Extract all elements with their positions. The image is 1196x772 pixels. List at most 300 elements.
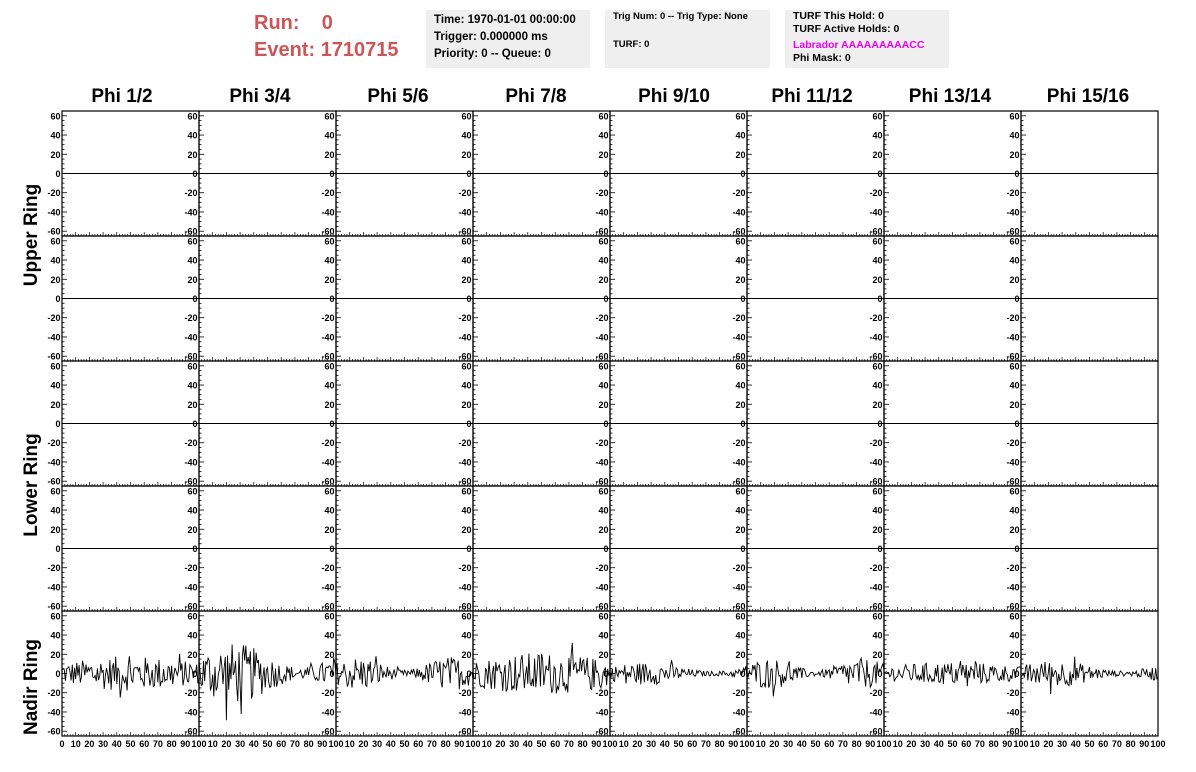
y-tick-label: -20 [184, 688, 198, 699]
y-tick-label: -40 [184, 582, 198, 593]
x-tick-label: 80 [166, 739, 177, 749]
y-tick-label: -20 [595, 563, 609, 574]
y-tick-label: 60 [50, 111, 61, 122]
y-tick-label: 20 [50, 399, 61, 410]
waveform-trace [199, 645, 336, 721]
y-tick-label: 40 [461, 130, 472, 141]
priority-line: Priority: 0 -- Queue: 0 [434, 48, 551, 60]
y-tick-label: -60 [184, 476, 198, 487]
y-tick-label: -60 [321, 226, 335, 237]
y-tick-label: -60 [1006, 601, 1020, 612]
y-tick-label: -40 [1006, 207, 1020, 218]
y-tick-label: 60 [872, 111, 883, 122]
y-tick-label: 60 [461, 111, 472, 122]
y-tick-label: -20 [595, 688, 609, 699]
waveform-trace [473, 643, 610, 693]
y-tick-label: 40 [872, 255, 883, 266]
y-tick-label: 0 [329, 294, 335, 304]
y-tick-label: -60 [47, 351, 61, 362]
y-tick-label: -60 [321, 476, 335, 487]
y-tick-label: -20 [732, 313, 746, 324]
y-tick-label: -40 [47, 707, 61, 718]
y-tick-label: -60 [458, 601, 472, 612]
y-tick-label: -60 [1006, 726, 1020, 737]
y-tick-label: -60 [595, 476, 609, 487]
panel-frame [1021, 611, 1158, 736]
y-tick-label: -20 [595, 313, 609, 324]
y-tick-label: 60 [598, 111, 609, 122]
x-tick-label: 50 [947, 739, 958, 749]
y-tick-label: 60 [598, 236, 609, 247]
y-tick-label: -20 [1006, 313, 1020, 324]
x-tick-label: 20 [769, 739, 780, 749]
x-tick-label: 60 [139, 739, 150, 749]
y-tick-label: 40 [324, 630, 335, 641]
y-tick-label: -60 [869, 351, 883, 362]
y-tick-label: -40 [732, 207, 746, 218]
y-tick-label: 60 [598, 486, 609, 497]
y-tick-label: 40 [735, 130, 746, 141]
x-tick-label: 10 [1029, 739, 1040, 749]
y-tick-label: 0 [1014, 294, 1020, 304]
column-header-phi-3-4: Phi 3/4 [229, 86, 291, 107]
x-tick-label: 80 [851, 739, 862, 749]
y-tick-label: 0 [1014, 669, 1020, 679]
x-tick-label: 50 [262, 739, 273, 749]
y-tick-label: -60 [458, 351, 472, 362]
y-tick-label: -40 [869, 582, 883, 593]
y-tick-label: -40 [869, 457, 883, 468]
y-tick-label: -20 [47, 563, 61, 574]
x-tick-label: 30 [372, 739, 383, 749]
y-tick-label: 20 [187, 524, 198, 535]
x-tick-label: 10 [755, 739, 766, 749]
y-tick-label: 40 [872, 505, 883, 516]
y-tick-label: -60 [732, 476, 746, 487]
column-header-phi-7-8: Phi 7/8 [505, 86, 567, 107]
panel-frame [747, 611, 884, 736]
y-tick-label: 60 [187, 486, 198, 497]
x-tick-label: 70 [974, 739, 985, 749]
y-tick-label: 20 [1009, 649, 1020, 660]
y-tick-label: 20 [324, 149, 335, 160]
y-tick-label: -40 [321, 332, 335, 343]
y-tick-label: 60 [187, 111, 198, 122]
y-tick-label: 60 [50, 361, 61, 372]
y-tick-label: 40 [872, 130, 883, 141]
y-tick-label: 0 [603, 669, 609, 679]
y-tick-label: -20 [732, 188, 746, 199]
y-tick-label: -40 [184, 457, 198, 468]
y-tick-label: 20 [324, 399, 335, 410]
y-tick-label: -20 [47, 313, 61, 324]
y-tick-label: 40 [50, 505, 61, 516]
y-tick-label: 20 [187, 149, 198, 160]
y-tick-label: 20 [598, 649, 609, 660]
y-tick-label: -40 [47, 207, 61, 218]
y-tick-label: 0 [603, 544, 609, 554]
y-tick-label: 40 [187, 130, 198, 141]
x-tick-label: 20 [358, 739, 369, 749]
column-header-phi-11-12: Phi 11/12 [771, 86, 853, 107]
y-tick-label: 60 [324, 486, 335, 497]
y-tick-label: 20 [50, 149, 61, 160]
y-tick-label: 60 [735, 111, 746, 122]
x-tick-label: 50 [536, 739, 547, 749]
y-tick-label: 0 [192, 669, 198, 679]
y-tick-label: -60 [184, 351, 198, 362]
y-tick-label: 60 [324, 361, 335, 372]
x-tick-label: 30 [783, 739, 794, 749]
y-tick-label: 60 [461, 486, 472, 497]
y-tick-label: 0 [877, 294, 883, 304]
x-tick-label: 60 [413, 739, 424, 749]
y-tick-label: -60 [321, 601, 335, 612]
y-tick-label: -40 [1006, 582, 1020, 593]
y-tick-label: 0 [466, 669, 472, 679]
y-tick-label: 60 [598, 611, 609, 622]
y-tick-label: 0 [55, 419, 61, 429]
y-tick-label: 40 [324, 380, 335, 391]
y-tick-label: 40 [1009, 630, 1020, 641]
x-tick-label: 80 [303, 739, 314, 749]
x-tick-label: 60 [1098, 739, 1109, 749]
x-tick-label: 10 [892, 739, 903, 749]
y-tick-label: 60 [1009, 361, 1020, 372]
y-tick-label: 40 [1009, 380, 1020, 391]
y-tick-label: 20 [598, 149, 609, 160]
y-tick-label: 40 [324, 505, 335, 516]
y-tick-label: 40 [461, 630, 472, 641]
y-tick-label: 40 [1009, 255, 1020, 266]
y-tick-label: -40 [1006, 707, 1020, 718]
y-tick-label: 60 [324, 611, 335, 622]
x-tick-label: 50 [673, 739, 684, 749]
y-tick-label: -60 [184, 226, 198, 237]
y-tick-label: 20 [50, 274, 61, 285]
y-tick-label: 40 [598, 630, 609, 641]
waveform-trace [62, 654, 199, 698]
x-tick-label: 40 [933, 739, 944, 749]
waveform-trace [336, 656, 473, 689]
x-tick-label: 40 [659, 739, 670, 749]
column-header-phi-15-16: Phi 15/16 [1046, 86, 1130, 107]
y-tick-label: 0 [1014, 419, 1020, 429]
run-label: Run: [254, 12, 300, 34]
y-tick-label: -40 [321, 457, 335, 468]
y-tick-label: 0 [603, 169, 609, 179]
y-tick-label: 20 [1009, 149, 1020, 160]
y-tick-label: -40 [184, 332, 198, 343]
y-tick-label: 20 [735, 649, 746, 660]
y-tick-label: 20 [598, 274, 609, 285]
y-tick-label: -60 [732, 726, 746, 737]
y-tick-label: -40 [732, 457, 746, 468]
y-tick-label: 0 [55, 294, 61, 304]
y-tick-label: 20 [735, 524, 746, 535]
x-tick-label: 90 [591, 739, 602, 749]
y-tick-label: 60 [324, 111, 335, 122]
y-tick-label: -60 [184, 726, 198, 737]
y-tick-label: -60 [47, 476, 61, 487]
x-tick-label: 70 [426, 739, 437, 749]
y-tick-label: 0 [1014, 544, 1020, 554]
y-tick-label: 0 [329, 419, 335, 429]
y-tick-label: 20 [461, 649, 472, 660]
x-tick-label: 80 [577, 739, 588, 749]
y-tick-label: 20 [872, 399, 883, 410]
y-tick-label: -40 [595, 207, 609, 218]
x-tick-label: 40 [111, 739, 122, 749]
y-tick-label: -20 [321, 688, 335, 699]
y-tick-label: 0 [329, 669, 335, 679]
x-tick-label: 60 [276, 739, 287, 749]
y-tick-label: 40 [872, 380, 883, 391]
y-tick-label: -20 [1006, 188, 1020, 199]
y-tick-label: 60 [50, 236, 61, 247]
y-tick-label: 40 [598, 505, 609, 516]
x-tick-label: 20 [495, 739, 506, 749]
x-tick-label: 80 [988, 739, 999, 749]
y-tick-label: 20 [598, 524, 609, 535]
y-tick-label: 60 [461, 236, 472, 247]
y-tick-label: 0 [877, 669, 883, 679]
y-tick-label: -60 [869, 601, 883, 612]
y-tick-label: 60 [1009, 236, 1020, 247]
x-tick-label: 30 [98, 739, 109, 749]
x-tick-label: 40 [796, 739, 807, 749]
y-tick-label: -60 [732, 601, 746, 612]
x-tick-label: 10 [481, 739, 492, 749]
x-tick-label: 20 [632, 739, 643, 749]
y-tick-label: -60 [869, 476, 883, 487]
y-tick-label: 60 [598, 361, 609, 372]
y-tick-label: -60 [1006, 476, 1020, 487]
y-tick-label: 60 [461, 361, 472, 372]
column-header-phi-9-10: Phi 9/10 [638, 86, 710, 107]
y-tick-label: 40 [50, 255, 61, 266]
x-tick-label: 100 [602, 739, 618, 749]
x-tick-label: 70 [289, 739, 300, 749]
y-tick-label: -20 [184, 563, 198, 574]
y-tick-label: 20 [872, 649, 883, 660]
row-header-upper-ring: Upper Ring [21, 183, 42, 287]
y-tick-label: 20 [735, 274, 746, 285]
y-tick-label: -60 [1006, 226, 1020, 237]
y-tick-label: -60 [458, 726, 472, 737]
x-tick-label: 100 [328, 739, 344, 749]
y-tick-label: -60 [458, 476, 472, 487]
y-tick-label: 0 [192, 544, 198, 554]
y-tick-label: 0 [1014, 169, 1020, 179]
y-tick-label: -20 [458, 438, 472, 449]
x-tick-label: 20 [221, 739, 232, 749]
x-tick-label: 90 [180, 739, 191, 749]
x-tick-label: 50 [810, 739, 821, 749]
y-tick-label: 60 [872, 361, 883, 372]
y-tick-label: -40 [458, 582, 472, 593]
y-tick-label: -20 [184, 188, 198, 199]
y-tick-label: -40 [184, 707, 198, 718]
x-tick-label: 30 [1057, 739, 1068, 749]
y-tick-label: -60 [184, 601, 198, 612]
waveform-trace [610, 660, 747, 684]
y-tick-label: 60 [872, 611, 883, 622]
y-tick-label: -60 [595, 226, 609, 237]
y-tick-label: -40 [595, 332, 609, 343]
y-tick-label: -60 [1006, 351, 1020, 362]
x-tick-label: 30 [646, 739, 657, 749]
y-tick-label: -40 [869, 707, 883, 718]
y-tick-label: 20 [461, 149, 472, 160]
y-tick-label: -20 [458, 188, 472, 199]
y-tick-label: -60 [595, 726, 609, 737]
x-tick-label: 10 [344, 739, 355, 749]
y-tick-label: -40 [1006, 332, 1020, 343]
x-tick-label: 90 [317, 739, 328, 749]
trigger-line: Trigger: 0.000000 ms [434, 31, 548, 43]
y-tick-label: 40 [598, 130, 609, 141]
y-tick-label: 60 [735, 361, 746, 372]
column-header-phi-1-2: Phi 1/2 [91, 86, 153, 107]
y-tick-label: -40 [595, 457, 609, 468]
y-tick-label: -20 [47, 688, 61, 699]
time-line: Time: 1970-01-01 00:00:00 [434, 14, 576, 26]
y-tick-label: -20 [321, 438, 335, 449]
y-tick-label: -40 [47, 332, 61, 343]
x-tick-label: 100 [1150, 739, 1166, 749]
y-tick-label: -20 [184, 438, 198, 449]
y-tick-label: -20 [47, 188, 61, 199]
y-tick-label: 0 [192, 294, 198, 304]
y-tick-label: -40 [184, 207, 198, 218]
y-tick-label: 20 [187, 399, 198, 410]
y-tick-label: 40 [735, 380, 746, 391]
y-tick-label: 0 [466, 169, 472, 179]
x-tick-label: 30 [235, 739, 246, 749]
y-tick-label: -40 [732, 707, 746, 718]
y-tick-label: -40 [732, 332, 746, 343]
x-tick-label: 90 [1002, 739, 1013, 749]
x-tick-label: 40 [1070, 739, 1081, 749]
x-tick-label: 80 [440, 739, 451, 749]
y-tick-label: 20 [872, 274, 883, 285]
y-tick-label: -20 [869, 688, 883, 699]
y-tick-label: 40 [1009, 130, 1020, 141]
y-tick-label: 20 [187, 274, 198, 285]
y-tick-label: -60 [47, 601, 61, 612]
y-tick-label: 0 [740, 544, 746, 554]
turf-hold-line: TURF This Hold: 0 [793, 10, 884, 22]
y-tick-label: -60 [458, 226, 472, 237]
y-tick-label: 0 [603, 419, 609, 429]
panel-frame [884, 611, 1021, 736]
y-tick-label: 40 [50, 130, 61, 141]
x-tick-label: 40 [385, 739, 396, 749]
y-tick-label: -40 [1006, 457, 1020, 468]
x-tick-label: 70 [837, 739, 848, 749]
y-tick-label: -20 [184, 313, 198, 324]
y-tick-label: 40 [324, 130, 335, 141]
y-tick-label: 60 [1009, 611, 1020, 622]
y-tick-label: 0 [740, 169, 746, 179]
y-tick-label: -20 [1006, 688, 1020, 699]
y-tick-label: -60 [321, 351, 335, 362]
y-tick-label: -40 [869, 207, 883, 218]
y-tick-label: 40 [735, 255, 746, 266]
y-tick-label: 20 [1009, 399, 1020, 410]
waveform-trace [747, 658, 884, 699]
y-tick-label: -20 [732, 563, 746, 574]
y-tick-label: -20 [1006, 563, 1020, 574]
y-tick-label: 0 [877, 544, 883, 554]
x-tick-label: 60 [961, 739, 972, 749]
x-tick-label: 90 [1139, 739, 1150, 749]
y-tick-label: 40 [187, 630, 198, 641]
x-tick-label: 80 [714, 739, 725, 749]
y-tick-label: -60 [869, 226, 883, 237]
x-tick-label: 10 [70, 739, 81, 749]
event-value: 1710715 [320, 39, 399, 61]
x-tick-label: 60 [550, 739, 561, 749]
waveform-trace [1021, 657, 1158, 694]
y-tick-label: -40 [321, 707, 335, 718]
row-header-lower-ring: Lower Ring [21, 433, 42, 537]
y-tick-label: 0 [466, 419, 472, 429]
x-tick-label: 90 [728, 739, 739, 749]
y-tick-label: -60 [595, 601, 609, 612]
y-tick-label: 20 [50, 524, 61, 535]
y-tick-label: -60 [595, 351, 609, 362]
x-tick-label: 80 [1125, 739, 1136, 749]
y-tick-label: 60 [50, 486, 61, 497]
x-tick-label: 30 [509, 739, 520, 749]
y-tick-label: 40 [324, 255, 335, 266]
y-tick-label: -20 [458, 563, 472, 574]
y-tick-label: 0 [55, 169, 61, 179]
y-tick-label: 20 [872, 149, 883, 160]
y-tick-label: -40 [458, 332, 472, 343]
y-tick-label: 20 [598, 399, 609, 410]
y-tick-label: -20 [732, 688, 746, 699]
y-tick-label: -60 [732, 351, 746, 362]
y-tick-label: 60 [461, 611, 472, 622]
x-tick-label: 30 [920, 739, 931, 749]
y-tick-label: -40 [47, 582, 61, 593]
column-header-phi-13-14: Phi 13/14 [908, 86, 992, 107]
row-header-nadir-ring: Nadir Ring [21, 638, 42, 736]
x-tick-label: 60 [687, 739, 698, 749]
y-tick-label: -40 [458, 707, 472, 718]
y-tick-label: 0 [192, 419, 198, 429]
y-tick-label: -60 [47, 726, 61, 737]
y-tick-label: 20 [50, 649, 61, 660]
y-tick-label: -40 [321, 582, 335, 593]
y-tick-label: -20 [458, 313, 472, 324]
y-tick-label: 40 [735, 630, 746, 641]
panel-frame [199, 611, 336, 736]
y-tick-label: 20 [461, 274, 472, 285]
y-tick-label: 20 [461, 524, 472, 535]
y-tick-label: 40 [461, 505, 472, 516]
y-tick-label: -40 [595, 707, 609, 718]
column-header-phi-5-6: Phi 5/6 [367, 86, 429, 107]
y-tick-label: -20 [869, 188, 883, 199]
x-tick-label: 70 [563, 739, 574, 749]
y-tick-label: 40 [598, 255, 609, 266]
turf-line: TURF: 0 [613, 39, 650, 50]
y-tick-label: -40 [321, 207, 335, 218]
